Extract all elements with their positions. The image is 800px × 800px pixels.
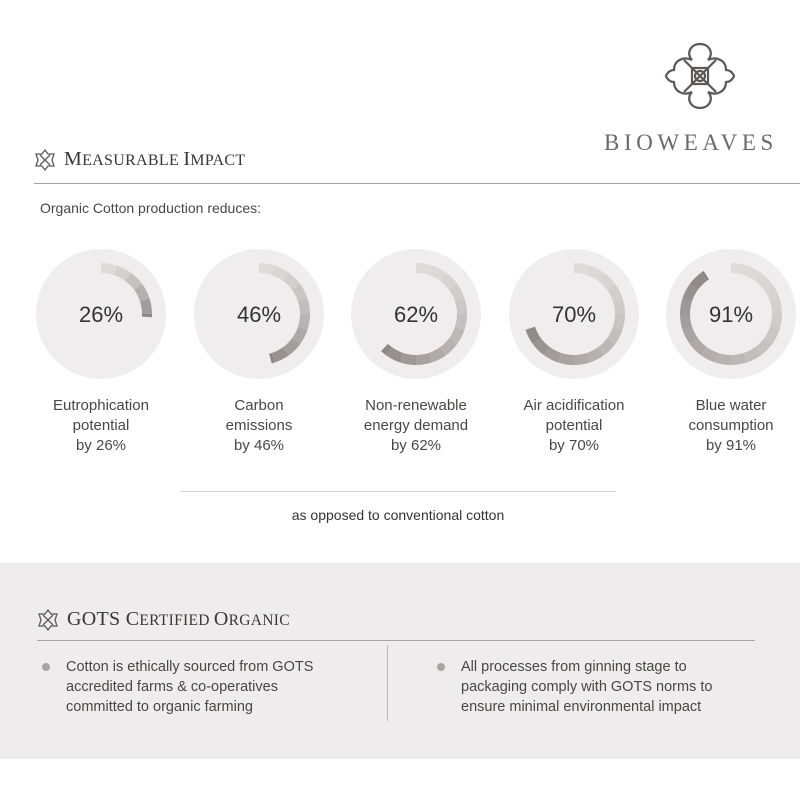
title-initial: M [64, 148, 83, 170]
stat-item [489, 246, 659, 456]
point-text [66, 657, 313, 717]
gots-point [42, 657, 313, 717]
caption-line: by 46% [233, 437, 285, 454]
stat-item [174, 246, 344, 456]
stat-value: 46% [236, 302, 282, 327]
bullet-icon [437, 663, 445, 671]
caption-line: Blue water [695, 397, 767, 414]
caption-line: by 26% [75, 437, 127, 454]
point-line: accredited farms & co-operatives [66, 679, 278, 695]
point-line: packaging comply with GOTS norms to [461, 679, 713, 695]
brand-name: BIOWEAVES [604, 130, 778, 155]
caption-line: potential [545, 417, 603, 434]
caption-line: Carbon [234, 397, 284, 414]
title-rest: EASURABLE [82, 152, 184, 169]
point-text [461, 657, 712, 717]
stat-caption [174, 396, 344, 456]
gots-heading [37, 608, 290, 631]
title-initial: I [183, 148, 191, 170]
footnote-text: as opposed to conventional cotton [291, 507, 505, 523]
footnote-divider [180, 491, 616, 492]
progress-ring [348, 246, 484, 382]
stat-item [16, 246, 186, 456]
title-rest: MPACT [190, 152, 246, 169]
bullet-icon [42, 663, 50, 671]
impact-heading [34, 148, 245, 171]
progress-ring [663, 246, 799, 382]
stat-value: 70% [551, 302, 597, 327]
ornament-icon [34, 149, 56, 171]
stat-item [331, 246, 501, 456]
column-separator [387, 645, 388, 721]
caption-line: consumption [688, 417, 774, 434]
gots-point [437, 657, 712, 717]
ornament-icon [37, 609, 59, 631]
stat-value: 91% [708, 302, 754, 327]
progress-ring [191, 246, 327, 382]
caption-line: by 91% [705, 437, 757, 454]
caption-line: Non-renewable [365, 397, 467, 414]
caption-line: potential [72, 417, 130, 434]
section-title [64, 148, 245, 171]
caption-line: energy demand [363, 417, 469, 434]
stats-row [0, 246, 800, 466]
title-part: GOTS [67, 608, 126, 630]
title-initial: C [125, 608, 140, 630]
header-divider [34, 183, 800, 184]
title-rest: ERTIFIED [139, 612, 214, 629]
point-line: committed to organic farming [66, 699, 253, 715]
caption-line: emissions [225, 417, 293, 434]
caption-line: Air acidification [523, 397, 625, 414]
caption-line: Eutrophication [53, 397, 149, 414]
stat-caption [489, 396, 659, 456]
section-title [67, 608, 290, 631]
point-line: All processes from ginning stage to [461, 659, 687, 675]
stat-value: 26% [78, 302, 124, 327]
stat-value: 62% [393, 302, 439, 327]
stat-caption [16, 396, 186, 456]
title-initial: O [213, 608, 229, 630]
progress-ring [33, 246, 169, 382]
stat-caption [331, 396, 501, 456]
stat-item [646, 246, 800, 456]
point-line: Cotton is ethically sourced from GOTS [66, 659, 314, 675]
title-rest: RGANIC [228, 612, 290, 629]
celtic-knot-icon [664, 40, 736, 112]
intro-text: Organic Cotton production reduces: [40, 200, 262, 216]
caption-line: by 70% [548, 437, 600, 454]
stat-caption [646, 396, 800, 456]
progress-ring [506, 246, 642, 382]
caption-line: by 62% [390, 437, 442, 454]
point-line: ensure minimal environmental impact [461, 699, 702, 715]
gots-divider [37, 640, 755, 641]
